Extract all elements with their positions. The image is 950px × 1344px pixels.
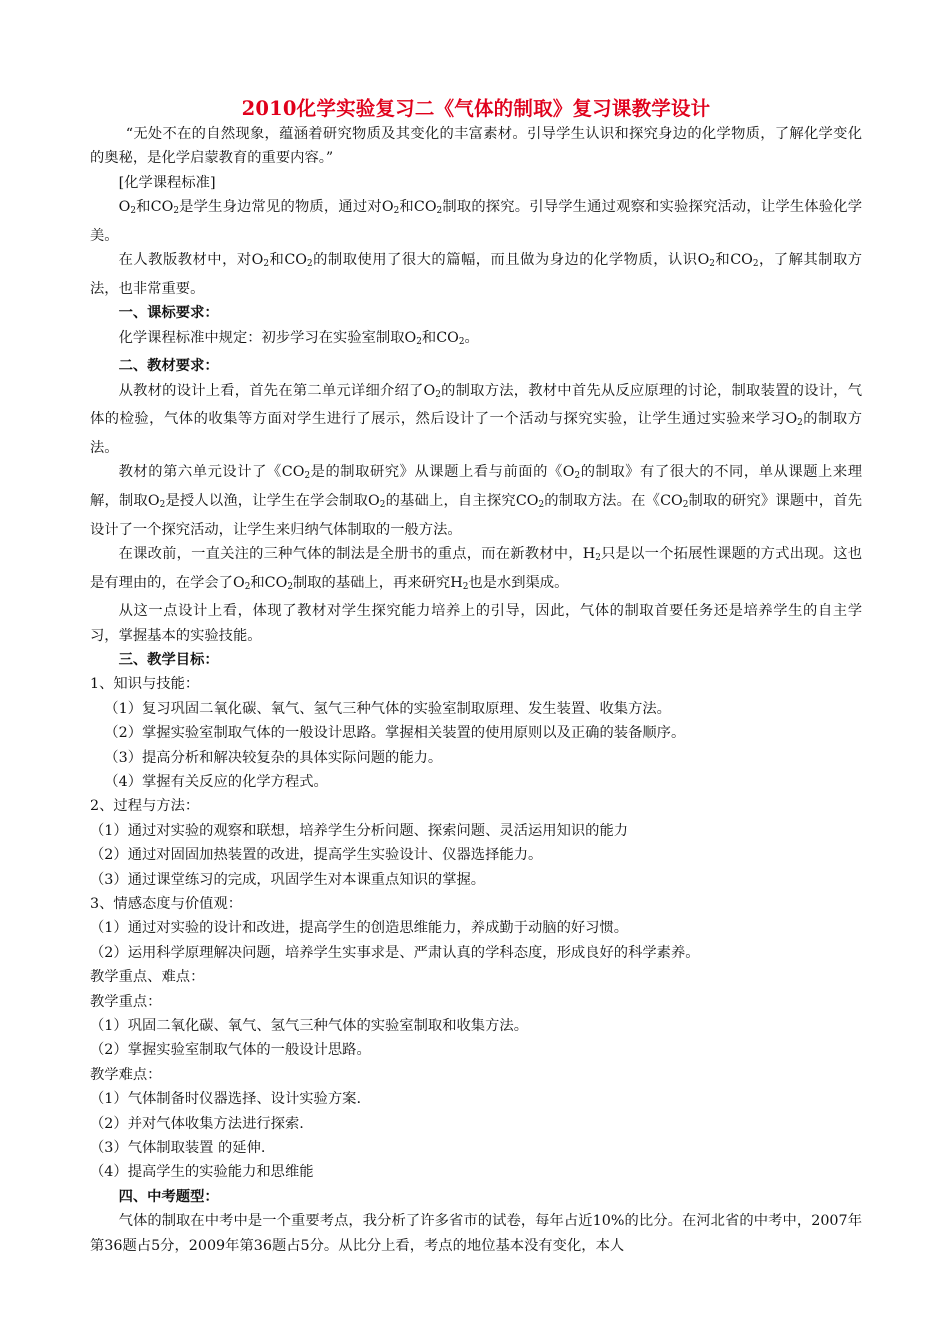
goal-2-item: （3）通过课堂练习的完成，巩固学生对本课重点知识的掌握。 xyxy=(90,871,486,888)
difficulty-heading: 教学难点： xyxy=(90,1066,162,1083)
difficulty-item: （1）气体制备时仪器选择、设计实验方案. xyxy=(90,1091,361,1108)
section-2-paragraph-3: 在课改前，一直关注的三种气体的制法是全册书的重点，而在新教材中，$H_2$只是以一个拓展性课题的方式出现。这也是有理由的，在学会了$O_2$和$CO_2$制取的基础上，再来研究$H_2$也是水到渠成。 xyxy=(90,545,862,592)
section-2-paragraph-4: 从这一点设计上看，体现了教材对学生探究能力培养上的引导，因此，气体的制取首要任务还是培养学生的自主学习，掌握基本的实验技能。 xyxy=(90,603,862,644)
goal-1-heading: 1、知识与技能： xyxy=(90,676,200,693)
section-4-heading: 四、中考题型： xyxy=(118,1188,219,1205)
document-title: 2010化学实验复习二《气体的制取》复习课教学设计 xyxy=(241,97,711,120)
intro-paragraph-1: $O_2$和$CO_2$是学生身边常见的物质，通过对$O_2$和$CO_2$制取的探究。引导学生通过观察和实验探究活动，让学生体验化学美。 xyxy=(90,199,863,244)
difficulty-item: （3）气体制取装置 的延伸. xyxy=(90,1140,266,1157)
goal-2-item: （1）通过对实验的观察和联想，培养学生分析问题、探索问题、灵活运用知识的能力 xyxy=(90,822,629,839)
section-2-paragraph-1: 从教材的设计上看，首先在第二单元详细介绍了$O_2$的制取方法，教材中首先从反应原理的讨论，制取装置的设计，气体的检验，气体的收集等方面对学生进行了展示，然后设计了一个活动与探究实验，让学生通过实验来学习$O_2$的制取方法。 xyxy=(90,382,863,456)
standard-heading: [化学课程标准] xyxy=(118,174,216,191)
section-3-heading: 三、教学目标： xyxy=(118,651,219,668)
goal-3-item: （1）通过对实验的设计和改进，提高学生的创造思维能力，养成勤于动脑的好习惯。 xyxy=(90,920,629,937)
section-1-heading: 一、课标要求： xyxy=(118,305,219,322)
opening-quote: “无处不在的自然现象，蕴涵着研究物质及其变化的丰富素材。引导学生认识和探究身边的化学物质，了解化学变化的奥秘，是化学启蒙教育的重要内容。” xyxy=(90,126,862,167)
goal-1-item: （1）复习巩固二氧化碳、氧气、氢气三种气体的实验室制取原理、发生装置、收集方法。 xyxy=(104,700,671,717)
section-2-paragraph-2: 教材的第六单元设计了《$CO_2$是的制取研究》从课题上看与前面的《$O_2$的制取》有了很大的不同，单从课题上来理解，制取$O_2$是授人以渔，让学生在学会制取$O_2$的基础上，自主探究$CO_2$的制取方法。在《$CO_2$制取的研究》课题中，首先设计了一个探究活动，让学生来归纳气体制取的一般方法。 xyxy=(90,464,863,538)
section-1-text: 化学课程标准中规定：初步学习在实验室制取$O_2$和$CO_2$。 xyxy=(118,329,479,347)
goal-2-heading: 2、过程与方法： xyxy=(90,798,200,815)
section-4-text: 气体的制取在中考中是一个重要考点，我分析了许多省市的试卷，每年占近10%的比分。在河北省的中考中，2007年第36题占5分，2009年第36题占5分。从比分上看，考点的地位基本没有变化，本人 xyxy=(90,1213,862,1254)
difficulty-item: （2）并对气体收集方法进行探索. xyxy=(90,1115,304,1132)
key-points-heading: 教学重点、难点： xyxy=(90,969,205,986)
focus-heading: 教学重点： xyxy=(90,993,162,1010)
goal-1-item: （2）掌握实验室制取气体的一般设计思路。掌握相关装置的使用原则以及正确的装备顺序。 xyxy=(104,725,686,742)
focus-item: （2）掌握实验室制取气体的一般设计思路。 xyxy=(90,1042,371,1059)
goal-1-item: （4）掌握有关反应的化学方程式。 xyxy=(104,773,328,790)
document-page xyxy=(90,96,862,1258)
goal-2-item: （2）通过对固固加热装置的改进，提高学生实验设计、仪器选择能力。 xyxy=(90,847,543,864)
focus-item: （1）巩固二氧化碳、氧气、氢气三种气体的实验室制取和收集方法。 xyxy=(90,1018,528,1035)
intro-paragraph-2: 在人教版教材中，对$O_2$和$CO_2$的制取使用了很大的篇幅，而且做为身边的化学物质，认识$O_2$和$CO_2$，了解其制取方法，也非常重要。 xyxy=(90,252,863,297)
section-2-heading: 二、教材要求： xyxy=(118,358,219,375)
difficulty-item: （4）提高学生的实验能力和思维能 xyxy=(90,1164,314,1181)
goal-3-item: （2）运用科学原理解决问题，培养学生实事求是、严肃认真的学科态度，形成良好的科学素养。 xyxy=(90,944,700,961)
goal-3-heading: 3、情感态度与价值观： xyxy=(90,896,243,913)
goal-1-item: （3）提高分析和解决较复杂的具体实际问题的能力。 xyxy=(104,749,443,766)
